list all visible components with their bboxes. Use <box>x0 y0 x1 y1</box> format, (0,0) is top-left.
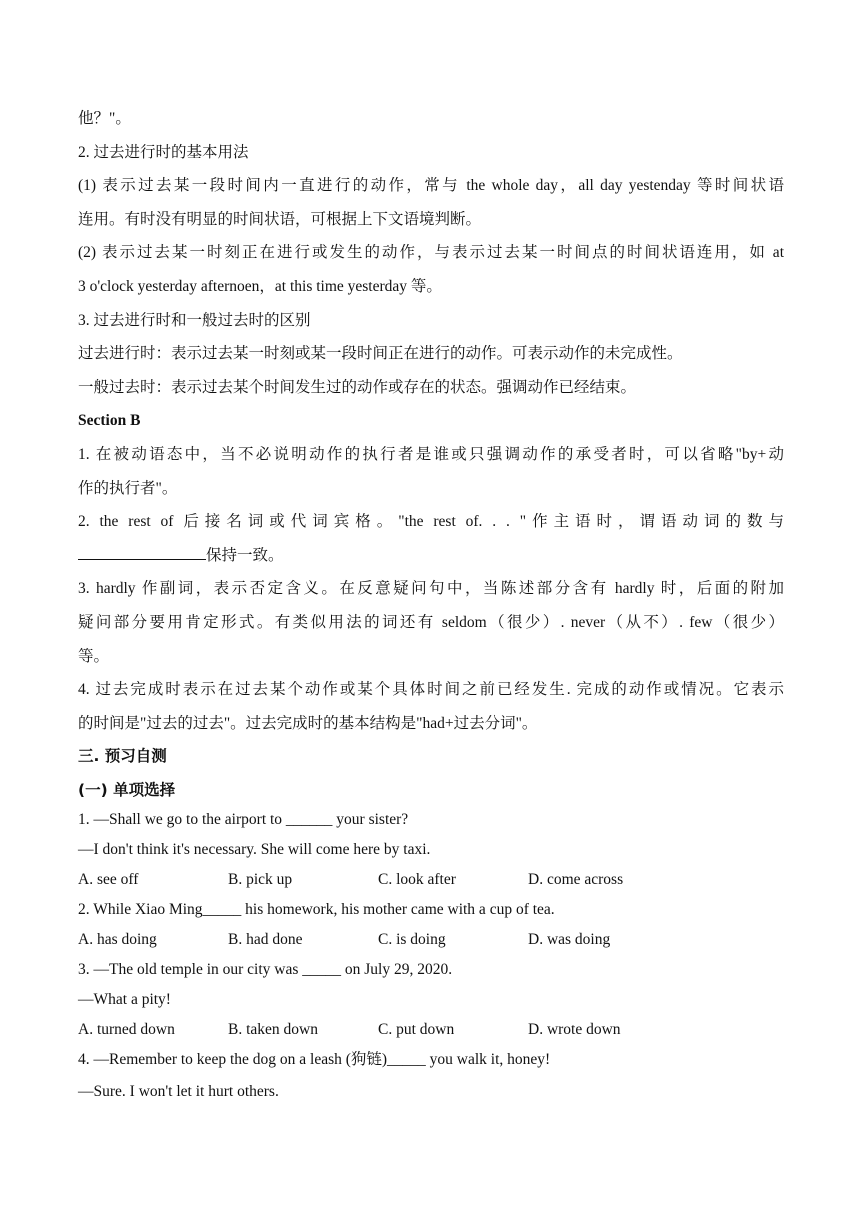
section-heading: 三. 预习自测 <box>78 747 167 766</box>
question-2 <box>78 895 784 955</box>
text-line: (1) 表示过去某一段时间内一直进行的动作，常与 the whole day，all day yestenday 等时间状语 <box>78 177 784 195</box>
subheading: 2. 过去进行时的基本用法 <box>78 143 249 161</box>
option-d[interactable]: D. wrote down <box>528 1021 621 1039</box>
text-line: 的时间是"过去的过去"。过去完成时的基本结构是"had+过去分词"。 <box>78 714 538 732</box>
text-line: 3 o'clock yesterday afternoen，at this time yesterday 等。 <box>78 277 442 295</box>
text-line: 他？"。 <box>78 110 131 127</box>
option-b[interactable]: B. had done <box>228 931 303 949</box>
question-4 <box>78 1045 784 1107</box>
option-row <box>78 865 784 895</box>
subheading: 3. 过去进行时和一般过去时的区别 <box>78 311 311 329</box>
text-line: 一般过去时：表示过去某个时间发生过的动作或存在的状态。强调动作已经结束。 <box>78 378 637 396</box>
option-row <box>78 1015 784 1045</box>
text-line: 作的执行者"。 <box>78 479 178 497</box>
question-stem: 4. —Remember to keep the dog on a leash (狗链)_____ you walk it, honey! <box>78 1051 551 1069</box>
question-1 <box>78 805 784 895</box>
text-line: 连用。有时没有明显的时间状语，可根据上下文语境判断。 <box>78 210 482 228</box>
text-line: 保持一致。 <box>206 546 284 564</box>
section-heading: Section B <box>78 412 141 430</box>
question-reply: —I don't think it's necessary. She will come here by taxi. <box>78 841 431 859</box>
document-page <box>78 102 784 1107</box>
option-c[interactable]: C. is doing <box>378 931 446 949</box>
text-line: 2. the rest of 后接名词或代词宾格。"the rest of. . . "作主语时，谓语动词的数与 <box>78 513 784 531</box>
option-a[interactable]: A. has doing <box>78 931 157 949</box>
option-a[interactable]: A. see off <box>78 871 139 889</box>
question-list <box>78 805 784 1107</box>
option-a[interactable]: A. turned down <box>78 1021 175 1039</box>
subsection-heading: (一) 单项选择 <box>78 780 176 799</box>
text-line: 1. 在被动语态中，当不必说明动作的执行者是谁或只强调动作的承受者时，可以省略"by+动 <box>78 445 784 463</box>
question-3 <box>78 955 784 1045</box>
option-c[interactable]: C. put down <box>378 1021 455 1039</box>
option-b[interactable]: B. taken down <box>228 1021 318 1039</box>
option-b[interactable]: B. pick up <box>228 871 293 889</box>
text-line: 疑问部分要用肯定形式。有类似用法的词还有 seldom（很少）. never（从不）. few（很少） <box>78 613 784 631</box>
fill-blank-line <box>78 539 784 573</box>
option-d[interactable]: D. come across <box>528 871 624 889</box>
text-line: (2) 表示过去某一时刻正在进行或发生的动作，与表示过去某一时间点的时间状语连用，如 at <box>78 244 784 262</box>
option-row <box>78 925 784 955</box>
question-reply: —What a pity! <box>78 991 171 1009</box>
answer-blank[interactable] <box>78 545 206 560</box>
text-line: 过去进行时：表示过去某一时刻或某一段时间正在进行的动作。可表示动作的未完成性。 <box>78 345 683 363</box>
question-stem: 3. —The old temple in our city was _____ on July 29, 2020. <box>78 961 453 979</box>
option-d[interactable]: D. was doing <box>528 931 611 949</box>
text-line: 4. 过去完成时表示在过去某个动作或某个具体时间之前已经发生. 完成的动作或情况。它表示 <box>78 681 784 699</box>
text-line: 3. hardly 作副词，表示否定含义。在反意疑问句中，当陈述部分含有 hardly 时，后面的附加 <box>78 580 784 598</box>
question-reply: —Sure. I won't let it hurt others. <box>78 1083 279 1101</box>
option-c[interactable]: C. look after <box>378 871 456 889</box>
question-stem: 1. —Shall we go to the airport to ______ your sister? <box>78 811 409 829</box>
question-stem: 2. While Xiao Ming_____ his homework, his mother came with a cup of tea. <box>78 901 555 919</box>
text-line: 等。 <box>78 647 110 665</box>
